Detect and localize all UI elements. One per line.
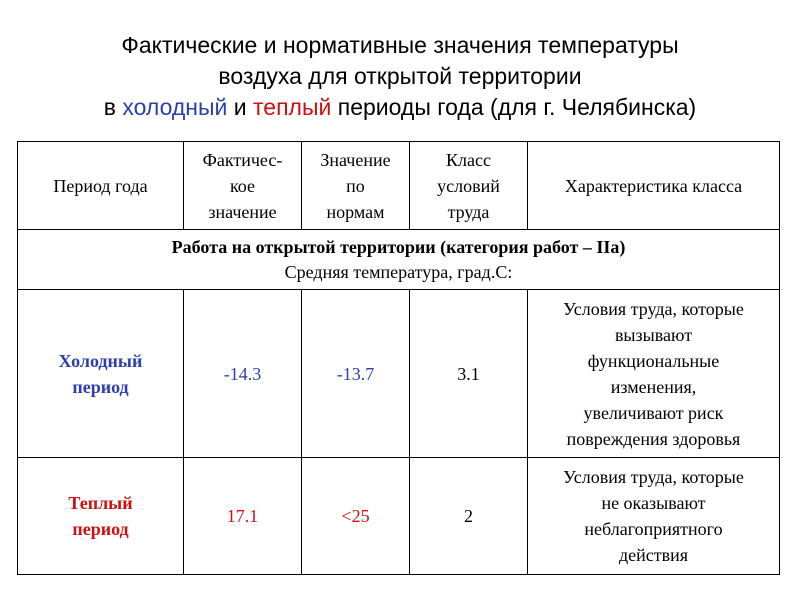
header-class-characteristic: Характеристика класса [528,142,780,230]
warm-characteristic [528,458,780,575]
title-line-3-mid: и [227,94,254,120]
section-title: Работа на открытой территории (категория работ – IIа) [171,236,626,257]
title-warm-word: теплый [253,94,332,120]
warm-char-line-2: не оказывают [601,493,706,513]
title-cold-word: холодный [122,94,228,120]
header-norm-line-3: нормам [326,201,385,222]
warm-char-line-4: действия [618,545,689,565]
cold-norm-value: -13.7 [302,290,410,458]
temperature-table [17,141,780,575]
warm-char-line-3: неблагоприятного [584,519,723,539]
cold-char-line-4: изменения, [610,376,697,397]
cold-period-line-1: Холодный [58,350,143,371]
page-title [0,30,800,123]
title-line-2: воздуха для открытой территории [218,63,582,89]
header-norm-line-2: по [346,175,365,196]
title-line-3-start: в [103,94,123,120]
cold-work-class: 3.1 [410,290,528,458]
table-header-row [18,142,780,230]
cold-characteristic [528,290,780,458]
table-row-warm [18,458,780,575]
section-subtitle: Средняя температура, град.С: [284,261,513,282]
cold-char-line-6: повреждения здоровья [566,428,741,449]
cold-char-line-1: Условия труда, которые [563,298,744,319]
title-line-1: Фактические и нормативные значения температуры [121,32,679,58]
cold-period-label [18,290,184,458]
header-actual-line-2: кое [229,175,256,196]
warm-work-class: 2 [410,458,528,575]
header-norm-value [302,142,410,230]
cold-char-line-5: увеличивают риск [583,402,724,423]
table-row-cold [18,290,780,458]
header-norm-line-1: Значение [320,149,391,170]
header-actual-value [184,142,302,230]
warm-period-line-2: период [72,519,129,539]
cold-period-line-2: период [72,376,129,397]
header-period: Период года [18,142,184,230]
cold-actual-value: -14.3 [184,290,302,458]
warm-period-line-1: Теплый [68,493,133,513]
header-class-line-1: Класс [446,149,491,170]
header-class-line-2: условий [437,175,500,196]
title-line-3-end: периоды года (для г. Челябинска) [331,94,697,120]
title-line-3 [0,92,800,123]
warm-actual-value: 17.1 [184,458,302,575]
header-actual-line-3: значение [208,201,277,222]
header-class-line-3: труда [447,201,490,222]
header-actual-line-1: Фактичес- [202,149,283,170]
warm-period-label [18,458,184,575]
section-cell [18,230,780,290]
cold-char-line-2: вызывают [614,324,693,345]
warm-norm-value: <25 [302,458,410,575]
cold-char-line-3: функциональные [587,350,720,371]
warm-char-line-1: Условия труда, которые [563,467,744,487]
header-work-class [410,142,528,230]
section-row [18,230,780,290]
